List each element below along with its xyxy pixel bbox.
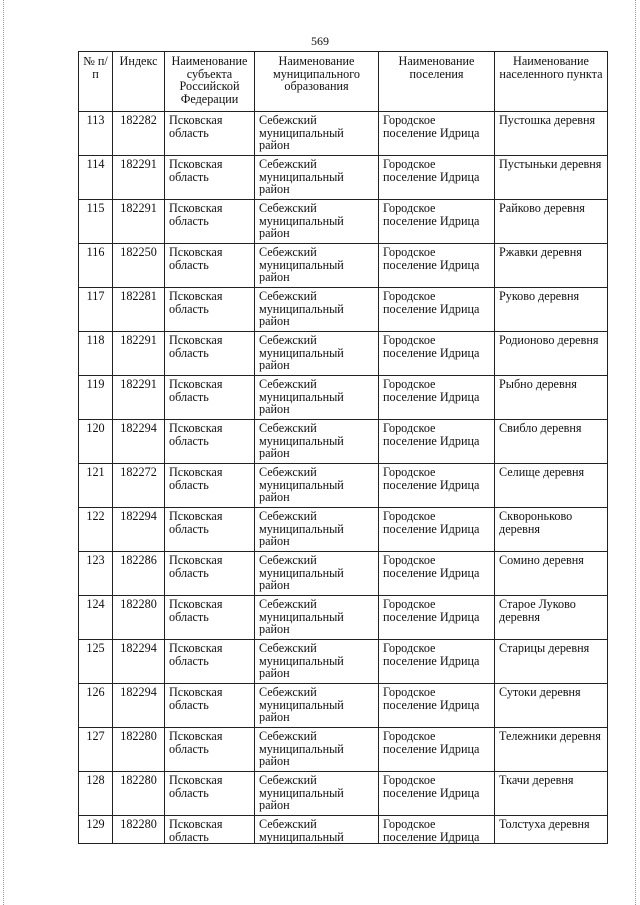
cell-index: 182291 [113,156,165,200]
cell-subject: Псковская область [165,332,255,376]
cell-index: 182280 [113,816,165,844]
cell-num: 113 [79,112,113,156]
table-row [79,596,608,640]
cell-subject: Псковская область [165,684,255,728]
cell-settlement: Городское поселение Идрица [379,552,495,596]
cell-locality: Рыбно деревня [495,376,608,420]
cell-index: 182286 [113,552,165,596]
cell-locality: Сутоки деревня [495,684,608,728]
cell-settlement: Городское поселение Идрица [379,332,495,376]
cell-subject: Псковская область [165,508,255,552]
cell-num: 119 [79,376,113,420]
cell-index: 182291 [113,332,165,376]
cell-num: 118 [79,332,113,376]
cell-locality: Райково деревня [495,200,608,244]
cell-index: 182294 [113,420,165,464]
cell-settlement: Городское поселение Идрица [379,772,495,816]
cell-municipality: Себежский муниципальный район [255,244,379,288]
cell-locality: Старое Луково деревня [495,596,608,640]
table-row [79,200,608,244]
cell-num: 121 [79,464,113,508]
table-row [79,420,608,464]
cell-index: 182291 [113,376,165,420]
cell-municipality: Себежский муниципальный район [255,508,379,552]
cell-index: 182294 [113,640,165,684]
cell-index: 182294 [113,508,165,552]
cell-num: 129 [79,816,113,844]
cell-locality: Руково деревня [495,288,608,332]
cell-locality: Толстуха деревня [495,816,608,844]
header-locality: Наименование населенного пункта [495,52,608,112]
cell-num: 122 [79,508,113,552]
cell-locality: Селище деревня [495,464,608,508]
cell-municipality: Себежский муниципальный район [255,376,379,420]
scan-edge-right [635,0,637,905]
scan-edge-left [3,0,5,905]
table-row [79,332,608,376]
cell-index: 182280 [113,772,165,816]
table-row [79,376,608,420]
cell-num: 125 [79,640,113,684]
cell-municipality: Себежский муниципальный [255,816,379,844]
cell-subject: Псковская область [165,596,255,640]
cell-municipality: Себежский муниципальный район [255,772,379,816]
table-row [79,640,608,684]
cell-num: 127 [79,728,113,772]
cell-settlement: Городское поселение Идрица [379,464,495,508]
cell-municipality: Себежский муниципальный район [255,596,379,640]
table-row [79,508,608,552]
cell-num: 123 [79,552,113,596]
table-row [79,464,608,508]
table-row [79,244,608,288]
cell-settlement: Городское поселение Идрица [379,156,495,200]
table-row [79,112,608,156]
cell-num: 126 [79,684,113,728]
cell-index: 182282 [113,112,165,156]
cell-index: 182281 [113,288,165,332]
table-row [79,816,608,844]
cell-municipality: Себежский муниципальный район [255,332,379,376]
cell-locality: Ткачи деревня [495,772,608,816]
table-row [79,156,608,200]
cell-num: 115 [79,200,113,244]
cell-num: 114 [79,156,113,200]
locality-register-table [78,51,608,844]
cell-subject: Псковская область [165,552,255,596]
cell-index: 182272 [113,464,165,508]
cell-locality: Ржавки деревня [495,244,608,288]
cell-index: 182250 [113,244,165,288]
cell-settlement: Городское поселение Идрица [379,640,495,684]
cell-subject: Псковская область [165,728,255,772]
header-municipality: Наименование муниципального образования [255,52,379,112]
table-row [79,772,608,816]
cell-municipality: Себежский муниципальный район [255,156,379,200]
cell-settlement: Городское поселение Идрица [379,112,495,156]
cell-municipality: Себежский муниципальный район [255,464,379,508]
cell-settlement: Городское поселение Идрица [379,200,495,244]
cell-municipality: Себежский муниципальный район [255,640,379,684]
cell-locality: Тележники деревня [495,728,608,772]
cell-subject: Псковская область [165,376,255,420]
cell-num: 117 [79,288,113,332]
header-settlement: Наименование поселения [379,52,495,112]
cell-locality: Сквороньково деревня [495,508,608,552]
cell-locality: Сомино деревня [495,552,608,596]
cell-settlement: Городское поселение Идрица [379,596,495,640]
cell-num: 120 [79,420,113,464]
cell-settlement: Городское поселение Идрица [379,508,495,552]
cell-locality: Старицы деревня [495,640,608,684]
cell-locality: Пустыньки деревня [495,156,608,200]
cell-subject: Псковская область [165,640,255,684]
header-subject: Наименование субъекта Российской Федерации [165,52,255,112]
cell-subject: Псковская область [165,816,255,844]
cell-num: 116 [79,244,113,288]
cell-subject: Псковская область [165,420,255,464]
cell-municipality: Себежский муниципальный район [255,112,379,156]
table-body [79,112,608,844]
cell-municipality: Себежский муниципальный район [255,728,379,772]
cell-subject: Псковская область [165,464,255,508]
cell-locality: Свибло деревня [495,420,608,464]
cell-settlement: Городское поселение Идрица [379,376,495,420]
header-num: № п/п [79,52,113,112]
cell-settlement: Городское поселение Идрица [379,244,495,288]
cell-index: 182280 [113,596,165,640]
cell-subject: Псковская область [165,112,255,156]
cell-subject: Псковская область [165,288,255,332]
header-index: Индекс [113,52,165,112]
cell-municipality: Себежский муниципальный район [255,684,379,728]
cell-municipality: Себежский муниципальный район [255,552,379,596]
cell-locality: Пустошка деревня [495,112,608,156]
cell-settlement: Городское поселение Идрица [379,420,495,464]
cell-index: 182294 [113,684,165,728]
cell-subject: Псковская область [165,156,255,200]
cell-settlement: Городское поселение Идрица [379,684,495,728]
cell-settlement: Городское поселение Идрица [379,288,495,332]
table-row [79,552,608,596]
cell-index: 182280 [113,728,165,772]
cell-settlement: Городское поселение Идрица [379,728,495,772]
cell-locality: Родионово деревня [495,332,608,376]
cell-municipality: Себежский муниципальный район [255,200,379,244]
cell-num: 128 [79,772,113,816]
cell-subject: Псковская область [165,244,255,288]
page-number: 569 [311,34,329,48]
cell-subject: Псковская область [165,200,255,244]
table-row [79,684,608,728]
cell-municipality: Себежский муниципальный район [255,420,379,464]
cell-index: 182291 [113,200,165,244]
cell-num: 124 [79,596,113,640]
table-header-row [79,52,608,112]
table-row [79,728,608,772]
table-row [79,288,608,332]
cell-settlement: Городское поселение Идрица [379,816,495,844]
cell-subject: Псковская область [165,772,255,816]
cell-municipality: Себежский муниципальный район [255,288,379,332]
